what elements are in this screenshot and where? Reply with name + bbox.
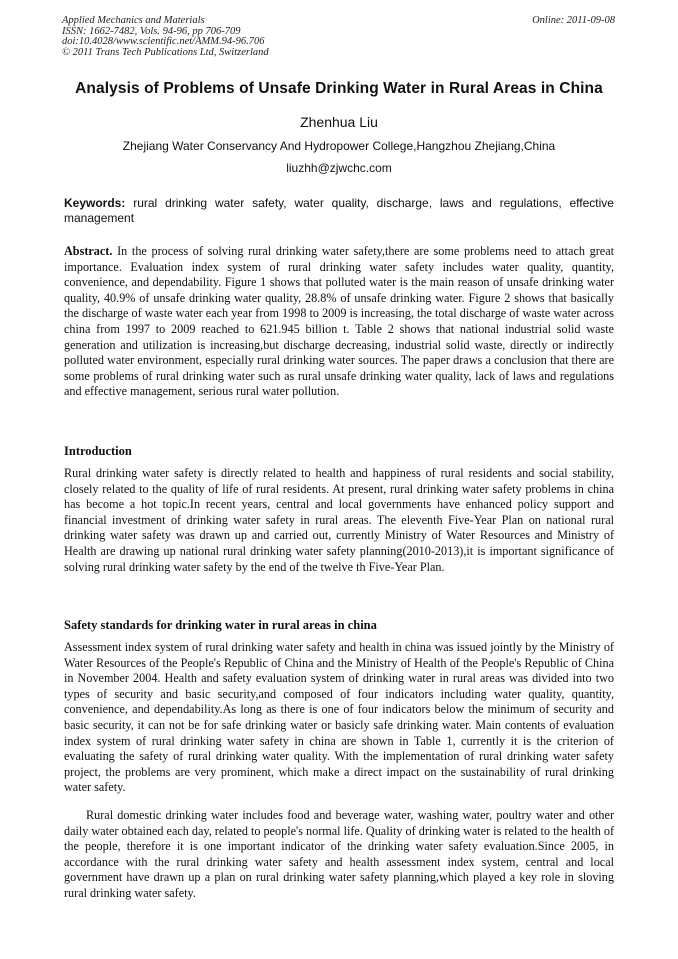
abstract-block xyxy=(64,244,614,400)
author-email[interactable]: liuzhh@zjwchc.com xyxy=(286,161,392,175)
introduction-heading: Introduction xyxy=(64,444,132,458)
journal-header xyxy=(62,16,269,58)
safety-standards-heading: Safety standards for drinking water in rural areas in china xyxy=(64,618,377,632)
abstract-text: In the process of solving rural drinking water safety,there are some problems need to attach great importance. Evaluation index system of rural drinking water safety includes water quality, quantity, convenience, and dependability. Figure 1 shows that polluted water is the main reason of unsafe drinking water quality, 40.9% of unsafe drinking water quality, 28.8% of unsafe drinking water. Figure 2 shows that basically the discharge of waste water each year from 1998 to 2009 is increasing, the total discharge of waste water across china from 1997 to 2009 reached to 621.945 billion t. Table 2 shows that national industrial solid waste generation and utilization is increasing,but discharge decreasing, industrial solid waste, directly or indirectly polluted water environment, especially rural drinking water sources. The paper draws a conclusion that there are some problems of rural drinking water such as rural unsafe drinking water quality, lack of laws and regulations and effective management, serious rural water pollution. xyxy=(64,244,614,399)
keywords-text: rural drinking water safety, water quality, discharge, laws and regulations, effective management xyxy=(64,196,614,225)
online-date: Online: 2011-09-08 xyxy=(532,15,615,26)
keywords-block xyxy=(64,196,614,226)
keywords-label: Keywords: xyxy=(64,196,126,210)
author-name: Zhenhua Liu xyxy=(300,114,378,130)
paper-title: Analysis of Problems of Unsafe Drinking Water in Rural Areas in China xyxy=(75,80,603,97)
introduction-text: Rural drinking water safety is directly related to health and happiness of rural residents and social stability, closely related to the quality of life of rural residents. At present, rural drinking water safety problems in china has become a hot topic.In recent years, central and local governments have enhanced policy support and financial investment of drinking water safety in rural areas. The eleventh Five-Year Plan on national rural drinking water safety was drawn up and carried out, currently Ministry of Water Resources and Ministry of Health are drawing up national rural drinking water safety planning(2010-2013),it is important significance of solving rural drinking water safety by the end of the twelve th Five-Year Plan. xyxy=(64,466,614,574)
safety-paragraph-2: Rural domestic drinking water includes food and beverage water, washing water, poultry water and other daily water obtained each day, related to people's normal life. Quality of drinking water is related to the health of the people, therefore it is one important indicator of the drinking water safety evaluation.Since 2005, in accordance with the rural drinking water safety and health assessment index system, central and local government have drawn up a plan on rural drinking water safety planning,which played a key role in sloving rural drinking water safety. xyxy=(64,808,614,900)
copyright-line: © 2011 Trans Tech Publications Ltd, Switzerland xyxy=(62,46,269,58)
abstract-label: Abstract. xyxy=(64,244,113,258)
journal-name: Applied Mechanics and Materials xyxy=(62,15,205,26)
issn-line: ISSN: 1662-7482, Vols. 94-96, pp 706-709 xyxy=(62,25,241,37)
safety-paragraph-1: Assessment index system of rural drinking water safety and health in china was issued jointly by the Ministry of Water Resources of the People's Republic of China and the Ministry of Health of the People's Republic of China in November 2004. Health and safety evaluation system of drinking water in rural areas was divided into two types of security and basic security,and composed of four indicators including water quality, quantity, convenience, and dependability.As long as there is one of four indicators below the minimum of security and basic security, it can not be for safe drinking water or basicly safe drinking water. Main contents of evaluation index system of rural drinking water safety in china are shown in Table 1, currently it is the criterion of evaluating the safety of rural drinking water quality. With the implementation of rural drinking water safety project, the problems are very prominent, which make a direct impact on the sustainability of rural drinking water safety. xyxy=(64,640,614,795)
doi-line: doi:10.4028/www.scientific.net/AMM.94-96.706 xyxy=(62,36,265,47)
affiliation: Zhejiang Water Conservancy And Hydropower College,Hangzhou Zhejiang,China xyxy=(122,139,556,153)
